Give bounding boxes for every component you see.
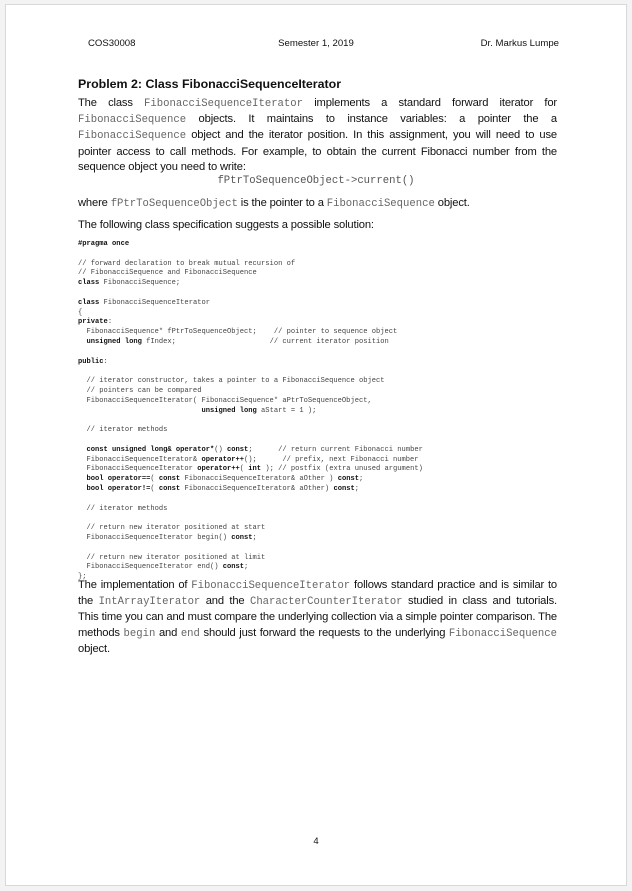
code-line xyxy=(78,338,389,346)
where-text-3: object. xyxy=(434,197,470,209)
code-text: ; xyxy=(252,533,257,542)
code-keyword: unsigned long xyxy=(78,337,142,346)
code-text: // forward declaration to break mutual recursion of xyxy=(78,259,296,268)
code-line xyxy=(78,475,363,483)
header-semester: Semester 1, 2019 xyxy=(278,38,354,49)
code-text: ; // return current Fibonacci number xyxy=(248,445,423,454)
code-line xyxy=(78,260,295,268)
document-page xyxy=(6,5,626,885)
code-text: // return new iterator positioned at limit xyxy=(78,553,266,562)
impl-code-4: begin xyxy=(123,627,156,640)
code-text: ( xyxy=(239,465,249,474)
intro-text-2: implements a standard forward iterator for xyxy=(302,97,557,109)
code-keyword: bool operator!= xyxy=(78,484,151,493)
intro-paragraph xyxy=(78,96,557,175)
where-code-2: FibonacciSequence xyxy=(326,198,435,210)
impl-code-5: end xyxy=(180,627,200,640)
impl-text-5: and xyxy=(155,626,181,639)
code-text: FibonacciSequenceIterator end() xyxy=(78,563,223,572)
code-text: ( xyxy=(150,484,159,493)
code-line xyxy=(78,446,423,454)
code-keyword: operator++ xyxy=(197,465,240,474)
code-line xyxy=(78,554,265,562)
code-keyword: unsigned long xyxy=(78,406,257,415)
code-line xyxy=(78,456,419,464)
example-code-line: fPtrToSequenceObject->current() xyxy=(217,175,415,187)
code-text: ; xyxy=(359,475,364,484)
impl-code-2: IntArrayIterator xyxy=(98,596,201,609)
code-text: FibonacciSequence* fPtrToSequenceObject; // pointer to sequence object xyxy=(78,328,398,337)
code-text: FibonacciSequenceIterator& xyxy=(78,455,202,464)
code-line xyxy=(78,397,372,405)
code-keyword: #pragma once xyxy=(78,240,130,248)
code-text: }; xyxy=(78,573,87,582)
code-keyword: const xyxy=(337,475,359,484)
code-text: ; xyxy=(354,484,359,493)
code-line xyxy=(78,358,108,366)
intro-code-2: FibonacciSequence xyxy=(78,114,187,127)
code-text: // iterator methods xyxy=(78,504,168,513)
code-keyword: private xyxy=(78,318,108,327)
intro-text-1: The class xyxy=(78,97,145,109)
impl-text-4: studied in class and tutorials. This time you can and must compare the underlying collection via a simple pointer comparison. The methods xyxy=(78,595,557,639)
header-author: Dr. Markus Lumpe xyxy=(480,38,559,49)
code-text: // FibonacciSequence and FibonacciSequence xyxy=(78,269,257,278)
where-code-1: fPtrToSequenceObject xyxy=(110,198,238,210)
code-keyword: class xyxy=(78,298,100,307)
code-text: FibonacciSequenceIterator xyxy=(78,465,198,474)
code-text: FibonacciSequenceIterator xyxy=(99,298,210,307)
code-line xyxy=(78,407,316,415)
impl-text-6: should just forward the requests to the underlying xyxy=(199,626,449,639)
where-text-1: where xyxy=(78,197,111,209)
code-keyword: operator++ xyxy=(201,455,245,464)
code-keyword: const xyxy=(227,445,249,454)
code-text: // iterator constructor, takes a pointer to a FibonacciSequence object xyxy=(78,377,385,386)
code-line xyxy=(78,465,423,473)
where-text-2: is the pointer to a xyxy=(237,197,327,209)
code-text: // iterator methods xyxy=(78,426,168,435)
code-text: FibonacciSequenceIterator& aOther) xyxy=(180,484,334,493)
intro-text-4: object and the iterator position. In this assignment, you will need to use pointer access to call methods. For example, to obtain the current Fibonacci number from the sequence object you need to write: xyxy=(78,129,557,173)
code-text: FibonacciSequence; xyxy=(99,279,181,288)
code-text: aStart = 1 ); xyxy=(256,406,317,415)
code-keyword: bool operator== xyxy=(78,475,151,484)
code-text: FibonacciSequenceIterator begin() xyxy=(78,533,232,542)
code-line xyxy=(78,387,201,395)
code-line xyxy=(78,328,397,336)
class-specification-code xyxy=(78,240,423,583)
impl-code-3: CharacterCounterIterator xyxy=(249,596,403,609)
code-keyword: const xyxy=(333,484,355,493)
code-text: ); // postfix (extra unused argument) xyxy=(261,465,423,474)
impl-text-3: and the xyxy=(200,595,250,608)
code-text: : xyxy=(103,357,108,366)
code-line xyxy=(78,240,129,248)
code-keyword: const xyxy=(222,563,245,572)
code-line xyxy=(78,299,210,307)
code-text: FibonacciSequenceIterator& aOther ) xyxy=(180,475,338,484)
impl-code-1: FibonacciSequenceIterator xyxy=(191,580,351,592)
code-line xyxy=(78,534,257,542)
code-line xyxy=(78,269,257,277)
code-line xyxy=(78,505,167,513)
code-line xyxy=(78,485,359,493)
code-text: FibonacciSequenceIterator( FibonacciSequence* aPtrToSequenceObject, xyxy=(78,396,372,405)
code-line xyxy=(78,309,82,317)
implementation-paragraph xyxy=(78,578,557,657)
intro-text-3: objects. It maintains to instance variables: a pointer the a xyxy=(186,113,557,126)
code-keyword: const xyxy=(158,475,181,484)
code-text: fIndex; // current iterator position xyxy=(141,337,389,346)
intro-code-1: FibonacciSequenceIterator xyxy=(144,98,303,110)
impl-text-2: follows standard practice and is similar to the xyxy=(78,579,557,608)
code-keyword: const unsigned long& operator* xyxy=(78,445,215,454)
code-keyword: public xyxy=(78,357,104,366)
code-text: { xyxy=(78,308,83,317)
impl-code-6: FibonacciSequence xyxy=(448,627,557,640)
code-text: // pointers can be compared xyxy=(78,386,202,395)
code-keyword: const xyxy=(231,533,253,542)
intro-code-3: FibonacciSequence xyxy=(78,130,187,143)
code-text: ( xyxy=(150,475,159,484)
problem-title: Problem 2: Class FibonacciSequenceIterator xyxy=(78,77,342,91)
page-number: 4 xyxy=(313,836,319,847)
header-course: COS30008 xyxy=(88,38,136,49)
code-text: () xyxy=(214,445,228,454)
code-line xyxy=(78,318,112,326)
impl-text-7: object. xyxy=(78,642,110,655)
code-keyword: class xyxy=(78,279,100,288)
code-text: (); // prefix, next Fibonacci number xyxy=(244,455,419,464)
code-keyword: int xyxy=(248,465,262,474)
code-text: ; xyxy=(244,563,249,572)
code-line xyxy=(78,279,180,287)
code-keyword: const xyxy=(158,484,181,493)
code-line xyxy=(78,524,265,532)
code-line xyxy=(78,426,167,434)
code-text: : xyxy=(107,318,113,327)
code-line xyxy=(78,377,385,385)
code-line xyxy=(78,563,248,571)
spec-intro: The following class specification suggests a possible solution: xyxy=(78,219,374,231)
where-paragraph xyxy=(78,196,557,212)
impl-text-1: The implementation of xyxy=(78,579,192,591)
code-text: // return new iterator positioned at start xyxy=(78,524,266,533)
